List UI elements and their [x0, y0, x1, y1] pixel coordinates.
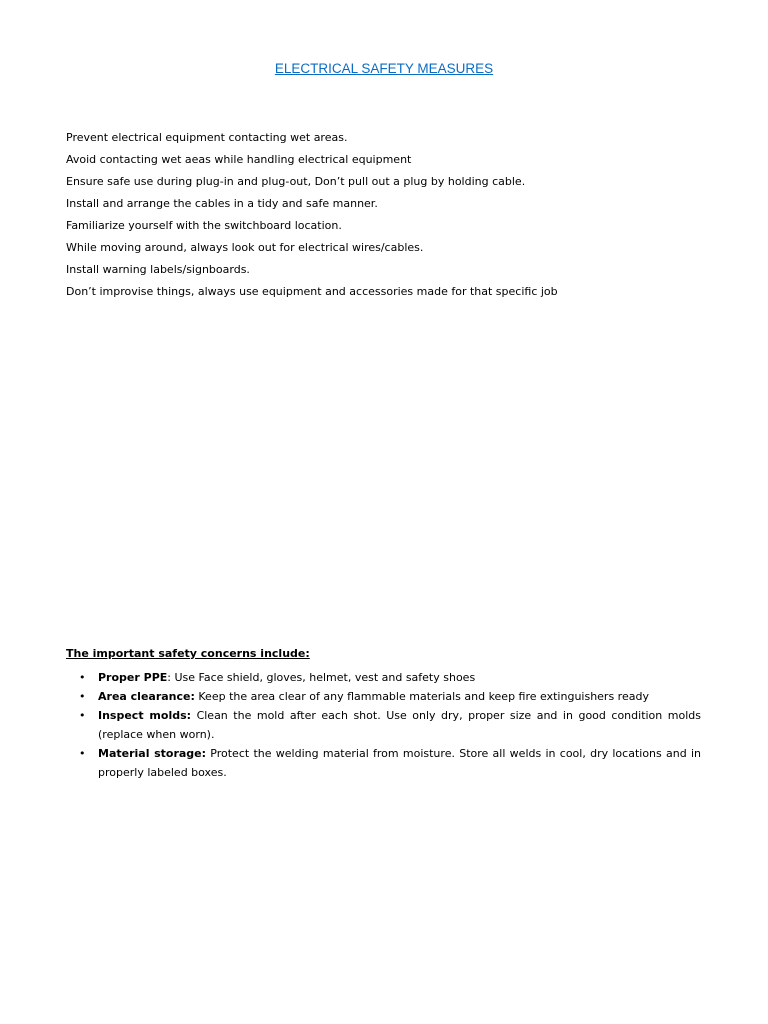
- measure-item: Install and arrange the cables in a tidy and safe manner.: [66, 197, 378, 210]
- page-title: ELECTRICAL SAFETY MEASURES: [274, 61, 494, 76]
- concerns-heading: The important safety concerns include:: [66, 647, 310, 660]
- concern-text: : Use Face shield, gloves, helmet, vest and safety shoes: [167, 671, 476, 684]
- concern-item: [79, 744, 702, 782]
- concern-text: Protect the welding material from moisture. Store all welds in cool, dry locations and in properly labeled boxes.: [98, 747, 702, 779]
- measure-item: Don’t improvise things, always use equipment and accessories made for that specific job: [66, 285, 558, 298]
- concern-term: Proper PPE: [98, 671, 168, 684]
- measure-item: Prevent electrical equipment contacting wet areas.: [66, 131, 348, 144]
- safety-measures-list: [66, 131, 706, 307]
- concern-text: Clean the mold after each shot. Use only dry, proper size and in good condition molds (replace when worn).: [98, 709, 701, 741]
- measure-item: Familiarize yourself with the switchboard location.: [66, 219, 342, 232]
- bullet-icon: •: [79, 709, 86, 722]
- concern-term: Area clearance:: [98, 690, 195, 703]
- safety-concerns-list: [79, 668, 702, 782]
- bullet-icon: •: [79, 671, 86, 684]
- concern-item: [79, 706, 701, 744]
- measure-item: While moving around, always look out for electrical wires/cables.: [66, 241, 424, 254]
- concern-term: Material storage:: [98, 747, 207, 760]
- measure-item: Install warning labels/signboards.: [66, 263, 250, 276]
- measure-item: Ensure safe use during plug-in and plug-out, Don’t pull out a plug by holding cable.: [66, 175, 526, 188]
- bullet-icon: •: [79, 747, 86, 760]
- concern-term: Inspect molds:: [98, 709, 192, 722]
- measure-item: Avoid contacting wet aeas while handling electrical equipment: [66, 153, 412, 166]
- concern-item: [79, 687, 701, 706]
- concern-item: [79, 668, 701, 687]
- bullet-icon: •: [79, 690, 86, 703]
- concern-text: Keep the area clear of any flammable materials and keep fire extinguishers ready: [194, 690, 649, 703]
